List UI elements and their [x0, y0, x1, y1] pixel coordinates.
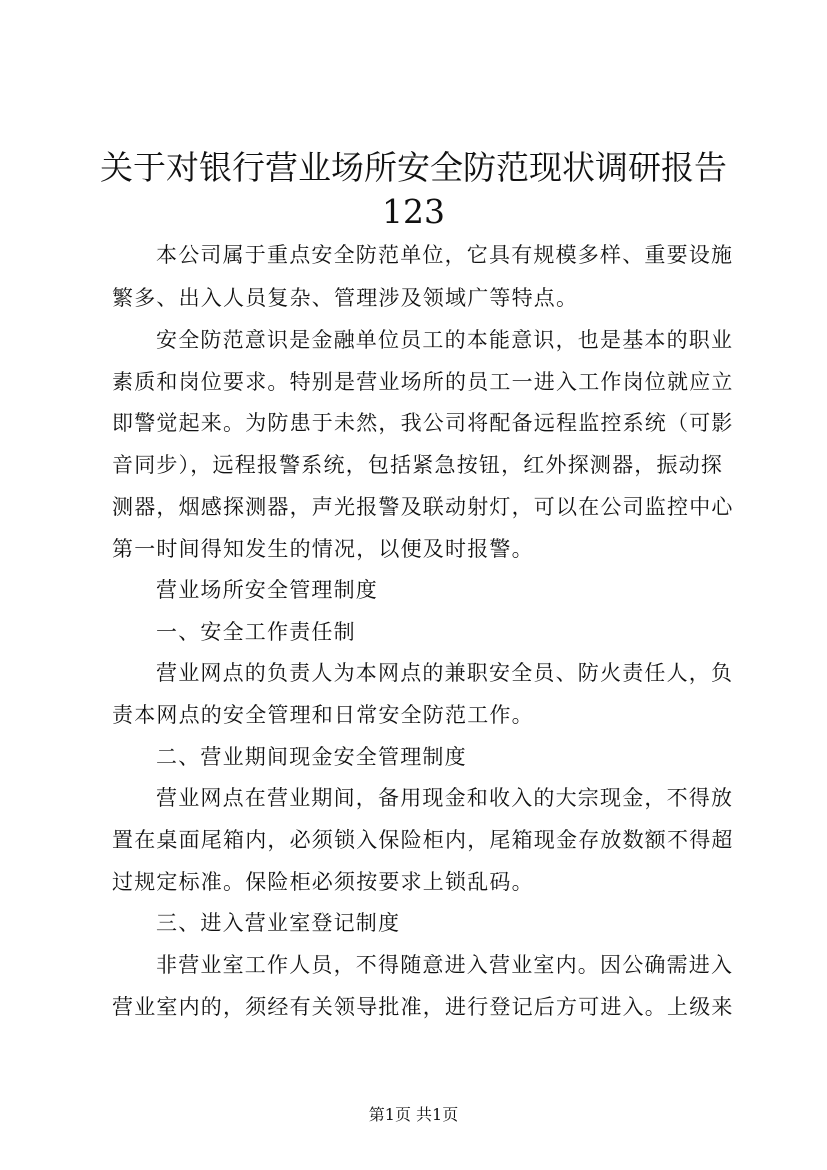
body-line: 本公司属于重点安全防范单位，它具有规模多样、重要设施 [156, 243, 734, 267]
body-line: 置在桌面尾箱内，必须锁入保险柜内，尾箱现金存放数额不得超 [112, 828, 734, 852]
subsection-heading: 一、安全工作责任制 [156, 620, 356, 644]
body-line: 音同步），远程报警系统，包括紧急按钮，红外探测器，振动探 [112, 453, 724, 477]
body-line: 营业网点的负责人为本网点的兼职安全员、防火责任人，负 [156, 661, 734, 685]
body-line: 营业网点在营业期间，备用现金和收入的大宗现金，不得放 [156, 786, 734, 810]
section-heading: 营业场所安全管理制度 [156, 578, 378, 602]
page-footer: 第1页 共1页 [368, 1105, 459, 1124]
body-line: 责本网点的安全管理和日常安全防范工作。 [112, 703, 534, 727]
body-line: 过规定标准。保险柜必须按要求上锁乱码。 [112, 870, 534, 894]
body-line: 非营业室工作人员，不得随意进入营业室内。因公确需进入 [156, 953, 734, 977]
document-title-number: 123 [382, 192, 445, 231]
subsection-heading: 二、营业期间现金安全管理制度 [156, 745, 467, 769]
body-line: 繁多、出入人员复杂、管理涉及领域广等特点。 [112, 286, 579, 310]
body-line: 即警觉起来。为防患于未然，我公司将配备远程监控系统（可影 [112, 411, 734, 435]
body-line: 素质和岗位要求。特别是营业场所的员工一进入工作岗位就应立 [112, 370, 734, 394]
subsection-heading: 三、进入营业室登记制度 [156, 911, 401, 935]
body-line: 测器，烟感探测器，声光报警及联动射灯，可以在公司监控中心 [112, 495, 734, 519]
body-line: 安全防范意识是金融单位员工的本能意识，也是基本的职业 [156, 328, 734, 352]
body-line: 第一时间得知发生的情况，以便及时报警。 [112, 537, 534, 561]
document-title: 关于对银行营业场所安全防范现状调研报告 [100, 148, 727, 187]
body-line: 营业室内的，须经有关领导批准，进行登记后方可进入。上级来 [112, 995, 734, 1019]
